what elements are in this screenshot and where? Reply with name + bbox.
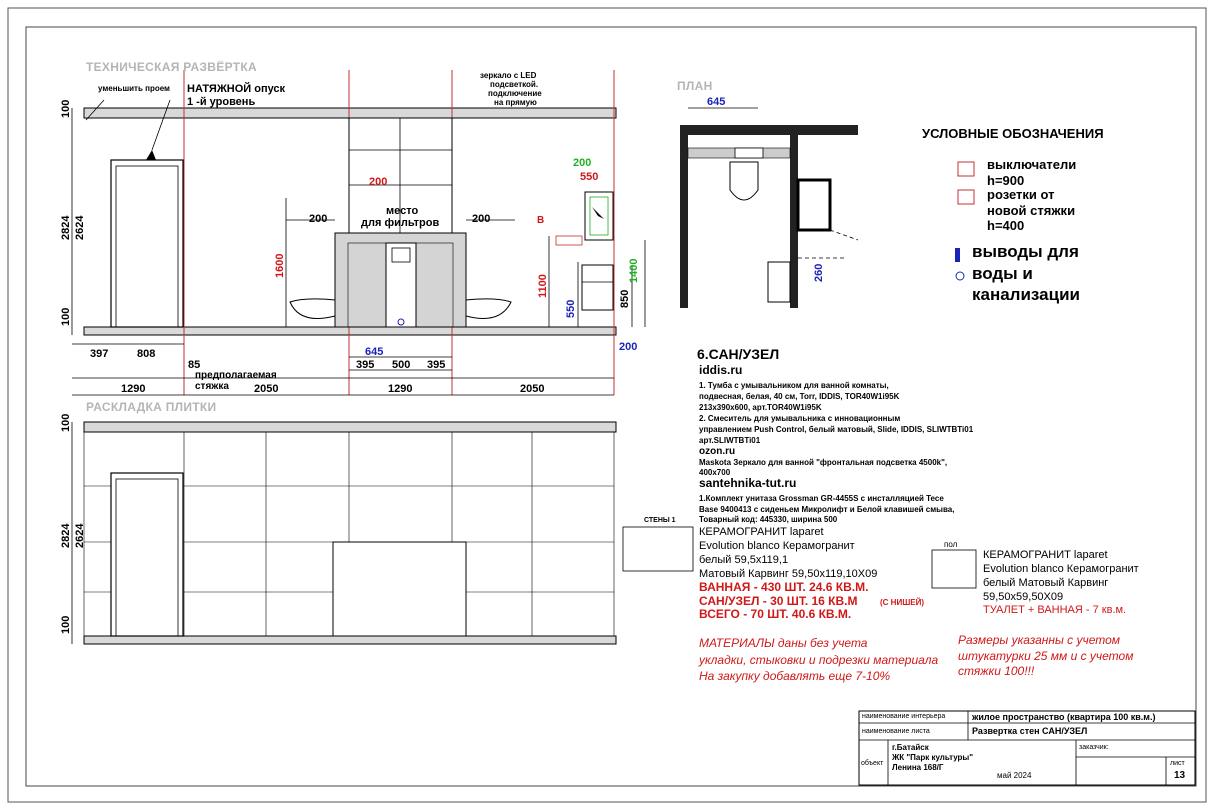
dim-2050-b: 2050 bbox=[520, 383, 545, 395]
mirror-note-4: на прямую bbox=[494, 98, 537, 107]
walls-wc-qty: САН/УЗЕЛ - 30 ШТ. 16 КВ.М bbox=[699, 594, 858, 608]
walls-line4: Матовый Карвинг 59,50x119,10X09 bbox=[699, 568, 878, 580]
floor-label: пол bbox=[944, 540, 958, 549]
plan-title: ПЛАН bbox=[677, 79, 713, 93]
tb-sheet-label: лист bbox=[1170, 760, 1185, 767]
legend-switch-2: h=900 bbox=[987, 173, 1025, 188]
floor-line4: 59,50x59,50X09 bbox=[983, 591, 1064, 603]
dim-550-blue: 550 bbox=[565, 299, 577, 318]
spec-shop-ozon: ozon.ru bbox=[699, 446, 736, 457]
spec-item2-line1: 2. Смеситель для умывальника с инновационным bbox=[699, 414, 901, 423]
sizes-note-3: стяжки 100!!! bbox=[958, 664, 1035, 678]
plan-dim-260: 260 bbox=[813, 263, 825, 282]
dim-1100: 1100 bbox=[537, 274, 549, 298]
tb-interior-value: жилое пространство (квартира 100 кв.м.) bbox=[972, 712, 1156, 722]
sizes-note-2: штукатурки 25 мм и с учетом bbox=[958, 649, 1134, 663]
ceiling-note-2: 1 -й уровень bbox=[187, 96, 256, 108]
tb-sheet-name-label: наименование листа bbox=[862, 728, 930, 735]
walls-line2: Evolution blanco Керамогранит bbox=[699, 540, 855, 552]
spec-item1-line2: подвесная, белая, 40 см, Torr, IDDIS, TOR40W1i95K bbox=[699, 392, 900, 401]
tb-interior-label: наименование интерьера bbox=[862, 713, 946, 720]
dim-808: 808 bbox=[137, 348, 156, 360]
sizes-note-1: Размеры указанны с учетом bbox=[958, 633, 1121, 647]
floor-line2: Evolution blanco Керамогранит bbox=[983, 563, 1139, 575]
walls-wc-niche: (С НИШЕЙ) bbox=[880, 598, 924, 607]
spec-item2-line3: арт.SLIWTBTi01 bbox=[699, 436, 761, 445]
walls-total-qty: ВСЕГО - 70 ШТ. 40.6 КВ.М. bbox=[699, 607, 852, 621]
materials-note-1: МАТЕРИАЛЫ даны без учета bbox=[699, 636, 868, 650]
ceiling-note-1: НАТЯЖНОЙ опуск bbox=[187, 83, 286, 95]
dim-1290-b: 1290 bbox=[388, 383, 413, 395]
dim-395-right: 395 bbox=[427, 359, 446, 371]
walls-line3: белый 59,5х119,1 bbox=[699, 554, 789, 566]
dim-1290-a: 1290 bbox=[121, 383, 146, 395]
spec-item4-line3: Товарный код: 445330, ширина 500 bbox=[699, 515, 838, 524]
legend-socket-3: h=400 bbox=[987, 218, 1025, 233]
tb-address-1: г.Батайск bbox=[892, 743, 929, 752]
walls-bath-qty: ВАННАЯ - 430 ШТ. 24.6 КВ.М. bbox=[699, 580, 869, 594]
legend-socket-2: новой стяжки bbox=[987, 203, 1076, 218]
tile-dim-bottom-100: 100 bbox=[60, 615, 72, 634]
legend-switch-1: выключатели bbox=[987, 157, 1077, 172]
dim-500: 500 bbox=[392, 359, 411, 371]
filters-note-1: место bbox=[386, 205, 419, 217]
mirror-note-3: подключение bbox=[488, 89, 542, 98]
materials-note-3: На закупку добавлять еще 7-10% bbox=[699, 669, 891, 683]
dim-2624: 2624 bbox=[74, 215, 86, 240]
dim-200-blue: 200 bbox=[619, 341, 638, 353]
spec-shop-santehnika: santehnika-tut.ru bbox=[699, 476, 797, 490]
mirror-note-1: зеркало с LED bbox=[480, 71, 537, 80]
walls-line1: КЕРАМОГРАНИТ laparet bbox=[699, 526, 824, 538]
materials-note-2: укладки, стыковки и подрезки материала bbox=[699, 653, 939, 667]
dim-2050-a: 2050 bbox=[254, 383, 279, 395]
spec-item3-line2: 400x700 bbox=[699, 468, 731, 477]
dim-200-red: 200 bbox=[369, 176, 388, 188]
floor-line3: белый Матовый Карвинг bbox=[983, 577, 1109, 589]
plan-dim-645: 645 bbox=[707, 96, 726, 108]
filters-note-2: для фильтров bbox=[361, 217, 440, 229]
legend-outlet-2: воды и bbox=[972, 264, 1033, 283]
mirror-note-2: подсветкой. bbox=[490, 80, 539, 89]
dim-bottom-100: 100 bbox=[60, 307, 72, 326]
tech-elevation-title: ТЕХНИЧЕСКАЯ РАЗВЁРТКА bbox=[86, 60, 257, 74]
legend-socket-1: розетки от bbox=[987, 187, 1055, 202]
tb-date: май 2024 bbox=[997, 771, 1032, 780]
screed-note-1: предполагаемая bbox=[195, 370, 277, 381]
legend-title: УСЛОВНЫЕ ОБОЗНАЧЕНИЯ bbox=[922, 126, 1104, 141]
spec-shop-iddis: iddis.ru bbox=[699, 363, 743, 377]
tb-customer-label: заказчик: bbox=[1079, 744, 1109, 751]
walls-label: СТЕНЫ 1 bbox=[644, 517, 676, 524]
dim-645: 645 bbox=[365, 346, 384, 358]
spec-title: 6.САН/УЗЕЛ bbox=[697, 346, 780, 362]
tb-sheet-number: 13 bbox=[1174, 770, 1186, 781]
socket-letter: В bbox=[537, 215, 545, 226]
dim-top-100: 100 bbox=[60, 99, 72, 118]
dim-200-left: 200 bbox=[309, 213, 328, 225]
tile-dim-2624: 2624 bbox=[74, 523, 86, 548]
dim-2824: 2824 bbox=[60, 215, 72, 240]
spec-item4-line1: 1.Комплект унитаза Grossman GR-4455S с инсталляцией Tece bbox=[699, 494, 944, 503]
spec-item1-line3: 213x390x600, арт.TOR40W1i95K bbox=[699, 403, 822, 412]
legend-outlet-1: выводы для bbox=[972, 242, 1079, 261]
spec-item1-line1: 1. Тумба с умывальником для ванной комнаты, bbox=[699, 381, 889, 390]
tile-layout-title: РАСКЛАДКА ПЛИТКИ bbox=[86, 400, 217, 414]
dim-200-right: 200 bbox=[472, 213, 491, 225]
floor-line1: КЕРАМОГРАНИТ laparet bbox=[983, 549, 1108, 561]
screed-note-2: стяжка bbox=[195, 381, 229, 392]
tile-dim-2824: 2824 bbox=[60, 523, 72, 548]
spec-item3-line1: Maskota Зеркало для ванной "фронтальная подсветка 4500k", bbox=[699, 458, 948, 467]
dim-395-left: 395 bbox=[356, 359, 375, 371]
spec-item2-line2: управлением Push Control, белый матовый, Slide, IDDIS, SLIWTBTi01 bbox=[699, 425, 974, 434]
dim-200-green: 200 bbox=[573, 157, 592, 169]
legend-outlet-3: канализации bbox=[972, 285, 1080, 304]
dim-1400: 1400 bbox=[628, 258, 640, 283]
dim-397: 397 bbox=[90, 348, 109, 360]
tile-dim-top-100: 100 bbox=[60, 413, 72, 432]
tb-object-label: объект bbox=[861, 760, 884, 767]
dim-85: 85 bbox=[188, 359, 201, 371]
floor-qty: ТУАЛЕТ + ВАННАЯ - 7 кв.м. bbox=[983, 604, 1127, 616]
spec-item4-line2: Base 9400413 с сиденьем Микролифт и Белой клавишей смыва, bbox=[699, 505, 955, 514]
reduce-opening-note: уменьшить проем bbox=[98, 84, 170, 93]
dim-850: 850 bbox=[619, 289, 631, 308]
tb-address-3: Ленина 168/Г bbox=[892, 763, 944, 772]
dim-550-red: 550 bbox=[580, 171, 599, 183]
tb-sheet-name-value: Развертка стен САН/УЗЕЛ bbox=[972, 726, 1088, 736]
dim-1600: 1600 bbox=[274, 253, 286, 278]
tb-address-2: ЖК "Парк культуры" bbox=[892, 753, 974, 762]
